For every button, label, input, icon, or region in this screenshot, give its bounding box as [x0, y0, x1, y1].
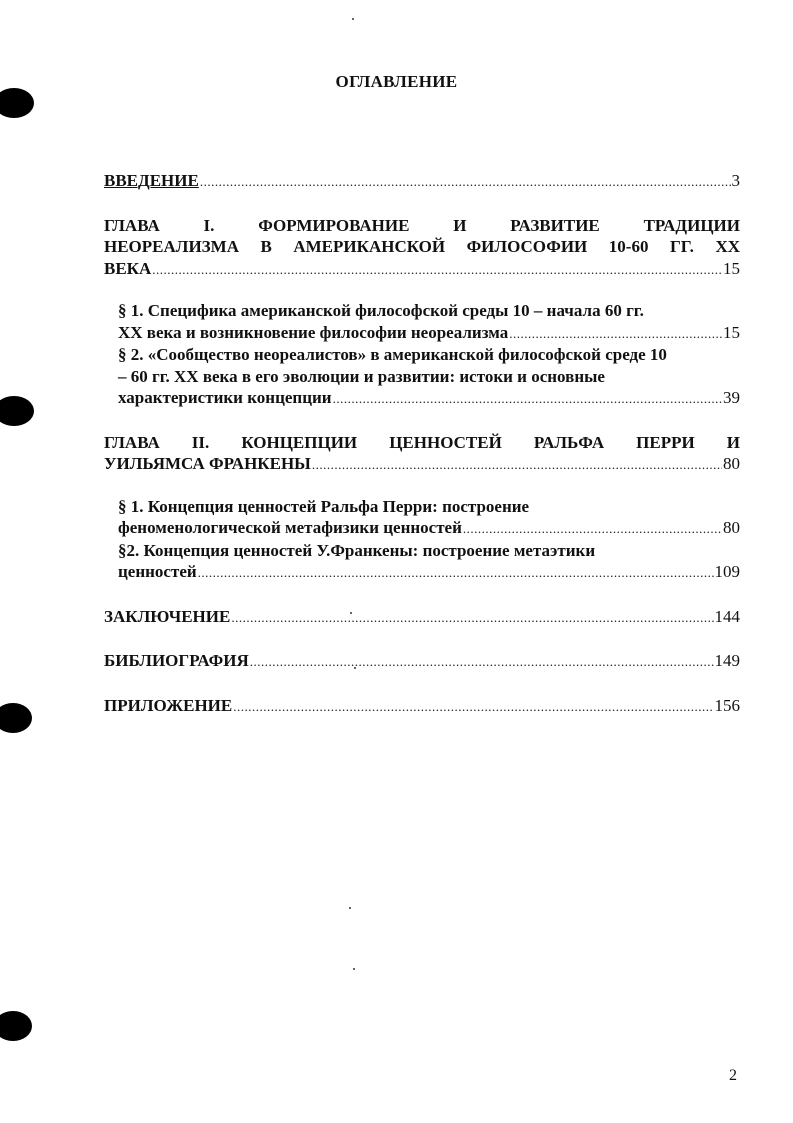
- toc-entry-page: 156: [714, 695, 740, 715]
- toc-entry-bibliography[interactable]: [104, 650, 740, 673]
- toc-entry-line: ВЕКА: [104, 258, 152, 278]
- page-title: ОГЛАВЛЕНИЕ: [335, 72, 458, 91]
- punch-hole-1: [0, 88, 34, 118]
- toc-entry-page: 80: [723, 518, 740, 537]
- toc-entry-appendix[interactable]: [104, 695, 740, 718]
- toc-entry-chapter-1-section-2[interactable]: [118, 344, 740, 410]
- scan-speck: [352, 18, 354, 20]
- dot-leader: [312, 454, 722, 476]
- dot-leader: [333, 388, 722, 410]
- toc-entry-page: 15: [723, 322, 740, 342]
- toc-entry-page: 149: [714, 651, 740, 670]
- toc-entry-chapter-2-section-2[interactable]: [118, 540, 740, 584]
- toc-entry-page: 80: [723, 454, 740, 473]
- dot-leader: [250, 651, 714, 673]
- toc-entry-label: ВВЕДЕНИЕ: [104, 171, 199, 190]
- toc-entry-chapter-1[interactable]: [104, 215, 740, 281]
- dot-leader: [200, 171, 731, 193]
- scan-speck: [349, 907, 351, 909]
- toc-entry-page: 144: [714, 606, 740, 626]
- dot-leader: [233, 696, 713, 718]
- toc-entry-chapter-2-section-1[interactable]: [118, 496, 740, 540]
- toc-entry-page: 15: [723, 258, 740, 278]
- page-number: 2: [729, 1067, 737, 1084]
- punch-hole-2: [0, 396, 34, 426]
- toc-entry-introduction[interactable]: [104, 170, 740, 193]
- toc-entry-line: XX века и возникновение философии неореализма: [118, 322, 509, 342]
- toc-entry-label: БИБЛИОГРАФИЯ: [104, 651, 249, 670]
- toc-entry-line: НЕОРЕАЛИЗМА В АМЕРИКАНСКОЙ ФИЛОСОФИИ 10-60 ГГ. XX: [104, 237, 740, 256]
- toc-entry-page: 3: [731, 171, 740, 190]
- toc-entry-label: ПРИЛОЖЕНИЕ: [104, 695, 233, 715]
- toc-entry-line: ценностей: [118, 562, 197, 581]
- toc-entry-page: 109: [714, 562, 740, 581]
- toc-entry-line: § 1. Специфика американской философской среды 10 – начала 60 гг.: [118, 301, 644, 320]
- toc-entry-line: характеристики концепции: [118, 388, 332, 407]
- table-of-contents: [104, 170, 740, 739]
- toc-entry-conclusion[interactable]: [104, 606, 740, 629]
- toc-entry-line: УИЛЬЯМСА ФРАНКЕНЫ: [104, 454, 311, 473]
- toc-entry-line: § 1. Концепция ценностей Ральфа Перри: построение: [118, 496, 530, 516]
- punch-hole-4: [0, 1011, 32, 1041]
- toc-entry-line: ГЛАВА I. ФОРМИРОВАНИЕ И РАЗВИТИЕ ТРАДИЦИИ: [104, 215, 740, 235]
- dot-leader: [231, 607, 713, 629]
- toc-entry-line: §2. Концепция ценностей У.Франкены: построение метаэтики: [118, 540, 596, 560]
- dot-leader: [463, 518, 722, 540]
- dot-leader: [198, 562, 714, 584]
- punch-hole-3: [0, 703, 32, 733]
- scan-speck: [353, 968, 355, 970]
- toc-entry-label: ЗАКЛЮЧЕНИЕ: [104, 606, 231, 626]
- toc-entry-line: ГЛАВА II. КОНЦЕПЦИИ ЦЕННОСТЕЙ РАЛЬФА ПЕРРИ И: [104, 432, 740, 452]
- toc-entry-page: 39: [723, 388, 740, 407]
- toc-entry-line: § 2. «Сообщество неореалистов» в американской философской среде 10: [118, 345, 667, 364]
- toc-entry-chapter-2[interactable]: [104, 432, 740, 476]
- toc-entry-line: – 60 гг. XX века в его эволюции и развитии: истоки и основные: [118, 366, 605, 386]
- toc-entry-line: феноменологической метафизики ценностей: [118, 518, 462, 537]
- toc-entry-chapter-1-section-1[interactable]: [118, 300, 740, 344]
- dot-leader: [152, 259, 722, 281]
- dot-leader: [509, 323, 722, 345]
